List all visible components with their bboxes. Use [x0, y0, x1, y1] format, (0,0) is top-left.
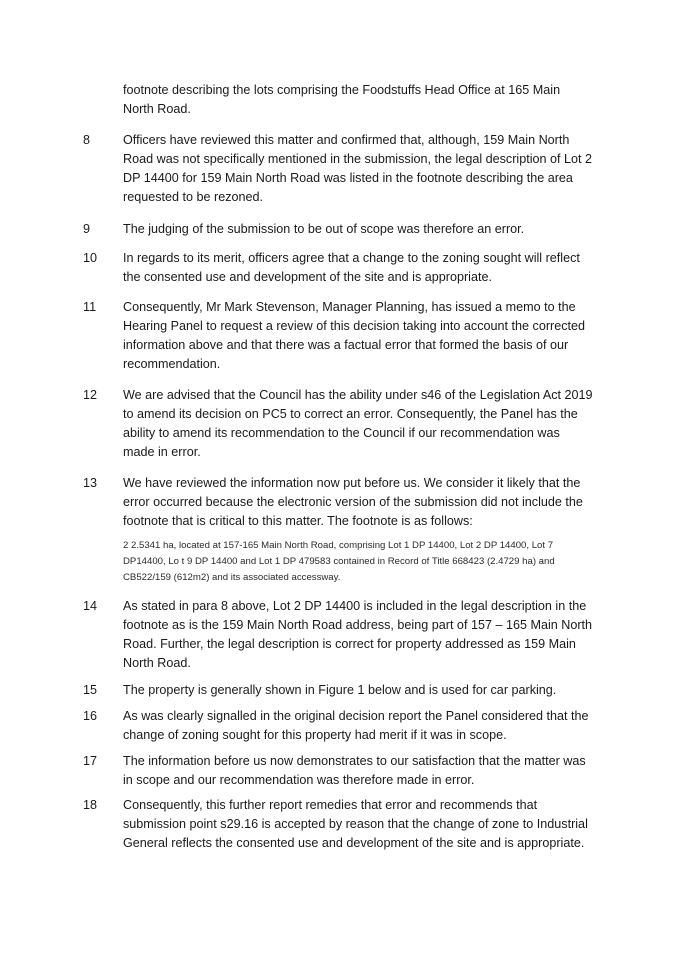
paragraph-18: Consequently, this further report remedies that error and recommends that submission point s29.16 is accepted by reason that the change of zone to Industrial General reflects the consented use and development of the site and is appropriate. — [123, 798, 588, 850]
paragraph-number-11: 11 — [83, 300, 97, 314]
quoted-footnote: 2 2.5341 ha, located at 157-165 Main North Road, comprising Lot 1 DP 14400, Lot 2 DP 14400, Lot 7 DP14400, Lo t 9 DP 14400 and Lot 1 DP 479583 contained in Record of Title 668423 (2.4729 ha) and CB522/159 (612m2) and its associated accessway. — [123, 540, 555, 583]
paragraph-12: We are advised that the Council has the ability under s46 of the Legislation Act 2019 to amend its decision on PC5 to correct an error. Consequently, the Panel has the ability to amend its recommendation to the Council if our recommendation was made in error. — [123, 388, 593, 459]
paragraph-number-16: 16 — [83, 709, 98, 723]
paragraph-13: We have reviewed the information now put before us. We consider it likely that the error occurred because the electronic version of the submission did not include the footnote that is critical to this matter. The footnote is as follows: — [123, 476, 583, 528]
paragraph-15: The property is generally shown in Figure 1 below and is used for car parking. — [123, 683, 557, 697]
paragraph-number-17: 17 — [83, 754, 98, 768]
paragraph-number-12: 12 — [83, 388, 98, 402]
paragraph-9: The judging of the submission to be out of scope was therefore an error. — [123, 222, 525, 236]
paragraph-10: In regards to its merit, officers agree that a change to the zoning sought will reflect the consented use and development of the site and is appropriate. — [123, 251, 580, 284]
paragraph-14: As stated in para 8 above, Lot 2 DP 14400 is included in the legal description in the footnote as is the 159 Main North Road address, being part of 157 – 165 Main North Road. Further, the legal description is correct for property addressed as 159 Main North Road. — [123, 599, 593, 670]
paragraph-8: Officers have reviewed this matter and confirmed that, although, 159 Main North Road was not specifically mentioned in the submission, the legal description of Lot 2 DP 14400 for 159 Main North Road was listed in the footnote describing the area requested to be rezoned. — [123, 133, 593, 204]
paragraph-number-8: 8 — [83, 133, 91, 147]
intro-paragraph: footnote describing the lots comprising the Foodstuffs Head Office at 165 Main North Road. — [123, 83, 561, 116]
paragraph-16: As was clearly signalled in the original decision report the Panel considered that the change of zoning sought for this property had merit if it was in scope. — [123, 709, 589, 742]
paragraph-number-14: 14 — [83, 599, 98, 613]
paragraph-11: Consequently, Mr Mark Stevenson, Manager Planning, has issued a memo to the Hearing Panel to request a review of this decision taking into account the corrected information above and that there was a factual error that formed the basis of our recommendation. — [123, 300, 586, 371]
paragraph-number-9: 9 — [83, 222, 91, 236]
paragraph-number-15: 15 — [83, 683, 98, 697]
paragraph-number-10: 10 — [83, 251, 98, 265]
paragraph-number-13: 13 — [83, 476, 98, 490]
paragraph-17: The information before us now demonstrates to our satisfaction that the matter was in scope and our recommendation was therefore made in error. — [123, 754, 586, 787]
paragraph-number-18: 18 — [83, 798, 98, 812]
